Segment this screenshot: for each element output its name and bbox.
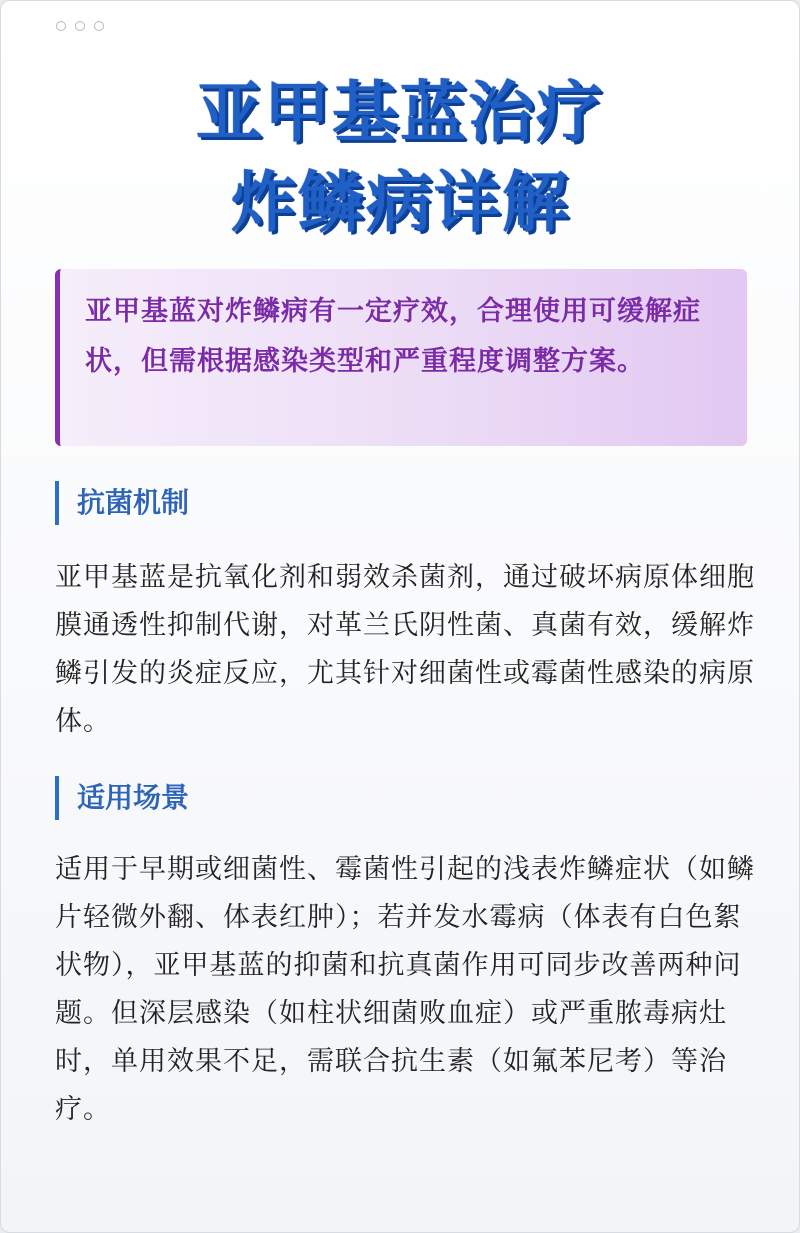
window-dot-icon xyxy=(75,21,85,31)
summary-callout xyxy=(55,269,747,446)
window-dot-icon xyxy=(94,21,104,31)
section-body-mechanism: 亚甲基蓝是抗氧化剂和弱效杀菌剂，通过破坏病原体细胞膜通透性抑制代谢，对革兰氏阴性菌、真菌有效，缓解炸鳞引发的炎症反应，尤其针对细菌性或霉菌性感染的病原体。 xyxy=(55,562,755,737)
page-title-line-2: 炸鳞病详解 xyxy=(230,164,570,241)
summary-text: 亚甲基蓝对炸鳞病有一定疗效，合理使用可缓解症状，但需根据感染类型和严重程度调整方案。 xyxy=(85,296,701,377)
section-heading-scenarios: 适用场景 xyxy=(55,776,189,820)
window-controls xyxy=(56,21,104,31)
section-heading-mechanism: 抗菌机制 xyxy=(55,481,189,525)
page-title-line-1: 亚甲基蓝治疗 xyxy=(196,74,604,151)
window-dot-icon xyxy=(56,21,66,31)
section-body-scenarios: 适用于早期或细菌性、霉菌性引起的浅表炸鳞症状（如鳞片轻微外翻、体表红肿）；若并发水霉病（体表有白色絮状物），亚甲基蓝的抑菌和抗真菌作用可同步改善两种问题。但深层感染（如柱状细菌败血症）或严重脓毒病灶时，单用效果不足，需联合抗生素（如氟苯尼考）等治疗。 xyxy=(55,854,755,1125)
